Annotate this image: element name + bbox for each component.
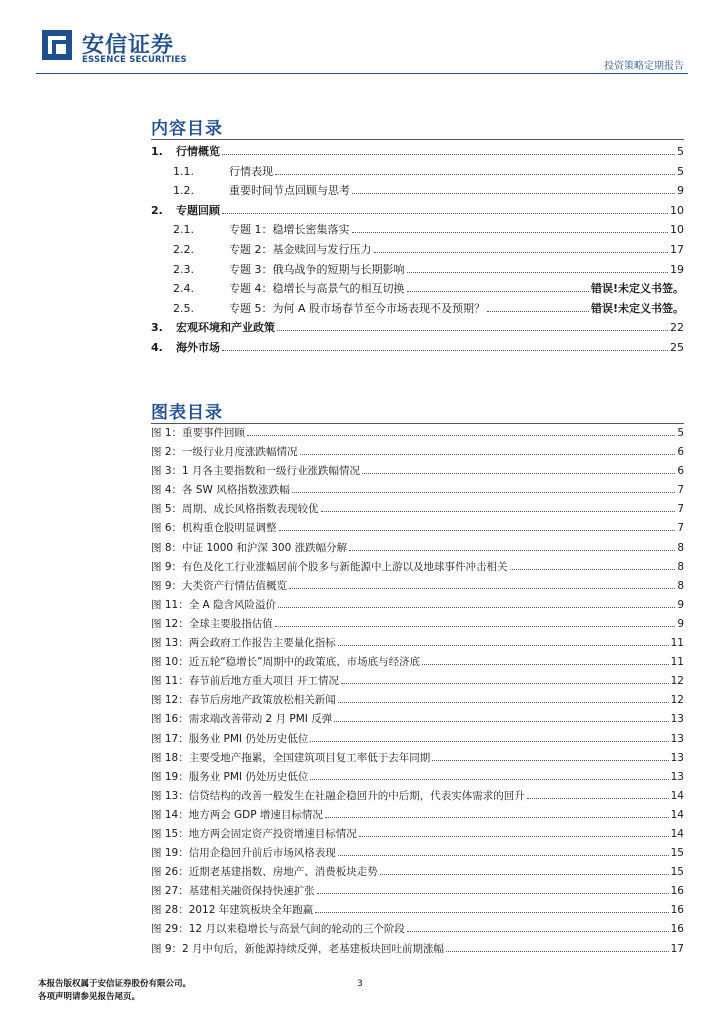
dot-leader	[275, 174, 675, 175]
dot-leader	[289, 588, 675, 589]
figure-entry-title: 图 18：主要受地产拖累，全国建筑项目复工率低于去年同期	[151, 751, 431, 764]
figure-entry-title: 图 14：地方两会 GDP 增速目标情况	[151, 808, 323, 821]
figure-entry-title: 图 27：基建相关融资保持快速扩张	[151, 885, 315, 898]
dot-leader	[527, 798, 669, 799]
report-type-label: 投资策略定期报告	[604, 61, 684, 72]
figure-entry-page: 13	[670, 751, 684, 764]
toc-entry-title: 专题 1：稳增长密集落实	[229, 223, 350, 237]
figure-entry-title: 图 11：全 A 隐含风险溢价	[151, 598, 277, 611]
dot-leader	[407, 931, 669, 932]
toc-entry-number: 2.2.	[173, 242, 194, 256]
figure-entry[interactable]	[151, 902, 684, 921]
figure-entry-page: 14	[670, 808, 684, 821]
figure-entry[interactable]	[151, 425, 684, 444]
company-name-en: ESSENCE SECURITIES	[82, 55, 187, 65]
figure-entry[interactable]	[151, 444, 684, 463]
toc-entry-page: 19	[670, 262, 684, 276]
figure-entry[interactable]	[151, 520, 684, 539]
toc-entry[interactable]	[151, 319, 684, 339]
toc-entry-page: 错误!未定义书签。	[590, 301, 684, 315]
dot-leader	[247, 435, 675, 436]
dot-leader	[352, 232, 669, 233]
dot-leader	[222, 350, 668, 351]
figure-entry[interactable]	[151, 864, 684, 883]
dot-leader	[352, 193, 675, 194]
dot-leader	[487, 311, 589, 312]
company-name-cn: 安信证券	[82, 33, 175, 58]
toc-entry-number: 2.5.	[173, 301, 194, 315]
dot-leader	[310, 741, 668, 742]
figure-entry[interactable]	[151, 654, 684, 673]
toc-entry-number: 1.2.	[173, 184, 194, 198]
figure-entry[interactable]	[151, 731, 684, 750]
figure-entry[interactable]	[151, 788, 684, 807]
dot-leader	[275, 626, 676, 627]
toc-entry-page: 错误!未定义书签。	[590, 282, 684, 296]
figure-entry-title: 图 29：12 月以来稳增长与高景气间的轮动的三个阶段	[151, 923, 405, 936]
dot-leader	[300, 454, 676, 455]
figures-title: 图表目录	[151, 403, 223, 423]
figure-entry-title: 图 13：信贷结构的改善一般发生在社融企稳回升的中后期，代表实体需求的回升	[151, 789, 525, 802]
figure-entry-page: 17	[670, 942, 684, 955]
toc-entry[interactable]	[151, 339, 684, 359]
dot-leader	[334, 721, 668, 722]
dot-leader	[222, 213, 668, 214]
figure-entry-page: 12	[670, 675, 684, 688]
toc-entry-number: 2.1.	[173, 223, 194, 237]
figure-entry-title: 图 10：近五轮“稳增长”周期中的政策底、市场底与经济底	[151, 656, 421, 669]
dot-leader	[362, 473, 675, 474]
figure-entry-title: 图 19：服务业 PMI 仍处历史低位	[151, 770, 309, 783]
dot-leader	[317, 893, 669, 894]
figure-entry[interactable]	[151, 883, 684, 902]
figure-entry-title: 图 3：1 月各主要指数和一级行业涨跌幅情况	[151, 465, 361, 478]
copyright-notice	[38, 978, 191, 1004]
figure-entry-title: 图 19：信用企稳回升前后市场风格表现	[151, 847, 336, 860]
dot-leader	[279, 530, 676, 531]
figure-entry-title: 图 16：需求端改善带动 2 月 PMI 反弹	[151, 713, 333, 726]
figure-entry[interactable]	[151, 540, 684, 559]
toc-entry[interactable]	[151, 182, 684, 202]
figure-entry-page: 14	[670, 789, 684, 802]
disclaimer-line: 各项声明请参见报告尾页。	[38, 992, 141, 1002]
figure-entry-page: 8	[677, 560, 684, 573]
dot-leader	[325, 817, 669, 818]
toc-entry-page: 5	[677, 145, 684, 158]
dot-leader	[338, 645, 669, 646]
figure-entry-title: 图 9：2 月中旬后，新能源持续反弹，老基建板块回吐前期涨幅	[151, 942, 445, 955]
dot-leader	[422, 664, 669, 665]
dot-leader	[338, 855, 669, 856]
figure-entry-title: 图 12：春节后房地产政策放松相关新闻	[151, 694, 336, 707]
figure-entry[interactable]	[151, 692, 684, 711]
toc-entry-number: 2.	[151, 203, 163, 217]
toc-entry[interactable]	[151, 221, 684, 241]
figure-entry-page: 15	[670, 847, 684, 860]
header-divider	[36, 73, 688, 74]
figure-entry-page: 11	[670, 637, 684, 650]
figure-entry[interactable]	[151, 807, 684, 826]
figure-entry[interactable]	[151, 711, 684, 730]
dot-leader	[222, 154, 675, 155]
figure-entry-page: 6	[677, 465, 684, 478]
figure-entry-page: 13	[670, 770, 684, 783]
dot-leader	[407, 272, 669, 273]
dot-leader	[510, 569, 676, 570]
figure-entry-page: 5	[677, 427, 684, 439]
toc-entry-number: 4.	[151, 340, 163, 354]
toc-entry-title: 行情概览	[176, 145, 220, 158]
dot-leader	[321, 511, 676, 512]
dot-leader	[277, 330, 668, 331]
dot-leader	[359, 836, 669, 837]
figure-entry-title: 图 11：春节前后地方重大项目 开工情况	[151, 675, 340, 688]
page-number: 3	[357, 979, 363, 989]
figure-entry-page: 16	[670, 885, 684, 898]
toc-entry-title: 重要时间节点回顾与思考	[229, 184, 350, 198]
toc-entry[interactable]	[151, 261, 684, 281]
toc-entry-title: 专题 2：基金赎回与发行压力	[229, 242, 372, 256]
toc-title: 内容目录	[151, 119, 223, 139]
figure-entry[interactable]	[151, 616, 684, 635]
toc-entry[interactable]	[151, 202, 684, 222]
essence-logo-icon	[42, 30, 72, 60]
toc-entry-page: 9	[677, 184, 684, 198]
figure-entry[interactable]	[151, 673, 684, 692]
figure-entry[interactable]	[151, 769, 684, 788]
figure-entry-page: 7	[677, 484, 684, 497]
dot-leader	[341, 683, 669, 684]
figure-entry-page: 15	[670, 866, 684, 879]
toc-entry-number: 1.	[151, 145, 163, 158]
toc-entry-number: 3.	[151, 321, 163, 335]
toc-title-rule	[151, 139, 684, 140]
figure-entry-title: 图 12：全球主要股指估值	[151, 617, 273, 630]
toc-entry-page: 10	[670, 223, 684, 237]
figure-entry-page: 16	[670, 923, 684, 936]
dot-leader	[446, 951, 669, 952]
figure-entry-page: 11	[670, 656, 684, 669]
toc-entry[interactable]	[151, 163, 684, 183]
dot-leader	[380, 874, 669, 875]
figure-entry-title: 图 13：两会政府工作报告主要量化指标	[151, 637, 336, 650]
toc-entry-number: 1.1.	[173, 164, 194, 178]
toc-entry[interactable]	[151, 241, 684, 261]
figure-entry[interactable]	[151, 635, 684, 654]
dot-leader	[407, 291, 589, 292]
figure-entry-page: 9	[677, 617, 684, 630]
toc-entry-title: 海外市场	[176, 340, 220, 354]
figure-entry-title: 图 15：地方两会固定资产投资增速目标情况	[151, 827, 357, 840]
table-of-contents	[151, 143, 684, 359]
toc-entry-title: 专题 3：俄乌战争的短期与长期影响	[229, 262, 405, 276]
figure-entry[interactable]	[151, 559, 684, 578]
figure-entry-title: 图 17：服务业 PMI 仍处历史低位	[151, 732, 309, 745]
toc-entry-title: 行情表现	[229, 164, 273, 178]
figure-entry-title: 图 1：重要事件回顾	[151, 427, 246, 439]
figure-entry[interactable]	[151, 921, 684, 940]
toc-entry-page: 10	[670, 203, 684, 217]
figure-entry[interactable]	[151, 482, 684, 501]
toc-entry[interactable]	[151, 280, 684, 300]
dot-leader	[432, 760, 668, 761]
toc-entry-page: 25	[670, 340, 684, 354]
dot-leader	[315, 912, 668, 913]
figure-entry-page: 8	[677, 541, 684, 554]
figure-list	[151, 425, 684, 960]
toc-entry-title: 宏观环境和产业政策	[176, 321, 275, 335]
dot-leader	[338, 702, 669, 703]
figure-entry[interactable]	[151, 597, 684, 616]
toc-entry-page: 22	[670, 321, 684, 335]
figures-title-rule	[151, 423, 684, 424]
figure-entry-page: 7	[677, 503, 684, 516]
dot-leader	[349, 550, 675, 551]
toc-entry-title: 专题回顾	[176, 203, 220, 217]
copyright-line: 本报告版权属于安信证券股份有限公司。	[38, 979, 192, 989]
figure-entry-page: 13	[670, 732, 684, 745]
figure-entry-title: 图 6：机构重仓股明显调整	[151, 522, 277, 535]
figure-entry-page: 8	[677, 579, 684, 592]
figure-entry-title: 图 8：中证 1000 和沪深 300 涨跌幅分解	[151, 541, 348, 554]
figure-entry-title: 图 5：周期、成长风格指数表现较优	[151, 503, 319, 516]
figure-entry-title: 图 4：各 SW 风格指数涨跌幅	[151, 484, 290, 497]
figure-entry-title: 图 2：一级行业月度涨跌幅情况	[151, 446, 298, 459]
figure-entry[interactable]	[151, 501, 684, 520]
dot-leader	[310, 779, 668, 780]
figure-entry[interactable]	[151, 578, 684, 597]
toc-entry-page: 5	[677, 164, 684, 178]
figure-entry[interactable]	[151, 750, 684, 769]
toc-entry-title: 专题 5：为何 A 股市场春节至今市场表现不及预期？	[229, 301, 486, 315]
toc-entry[interactable]	[151, 143, 684, 163]
toc-entry-number: 2.3.	[173, 262, 194, 276]
figure-entry[interactable]	[151, 826, 684, 845]
figure-entry-title: 图 28：2012 年建筑板块全年跑赢	[151, 904, 314, 917]
figure-entry-title: 图 26：近期老基建指数、房地产、消费板块走势	[151, 866, 378, 879]
toc-entry-page: 17	[670, 242, 684, 256]
figure-entry-title: 图 9：大类资产行情估值概览	[151, 579, 288, 592]
figure-entry-page: 7	[677, 522, 684, 535]
toc-entry-title: 专题 4：稳增长与高景气的相互切换	[229, 282, 405, 296]
dot-leader	[374, 252, 669, 253]
figure-entry-page: 6	[677, 446, 684, 459]
dot-leader	[278, 607, 675, 608]
figure-entry-page: 12	[670, 694, 684, 707]
figure-entry-page: 16	[670, 904, 684, 917]
page-header	[0, 0, 724, 80]
toc-entry-number: 2.4.	[173, 282, 194, 296]
toc-entry[interactable]	[151, 300, 684, 320]
figure-entry-page: 9	[677, 598, 684, 611]
dot-leader	[292, 492, 676, 493]
figure-entry-title: 图 9：有色及化工行业涨幅居前个股多与新能源中上游以及地球事件冲击相关	[151, 560, 508, 573]
figure-entry[interactable]	[151, 845, 684, 864]
figure-entry-page: 14	[670, 827, 684, 840]
figure-entry[interactable]	[151, 941, 684, 960]
figure-entry-page: 13	[670, 713, 684, 726]
figure-entry[interactable]	[151, 463, 684, 482]
